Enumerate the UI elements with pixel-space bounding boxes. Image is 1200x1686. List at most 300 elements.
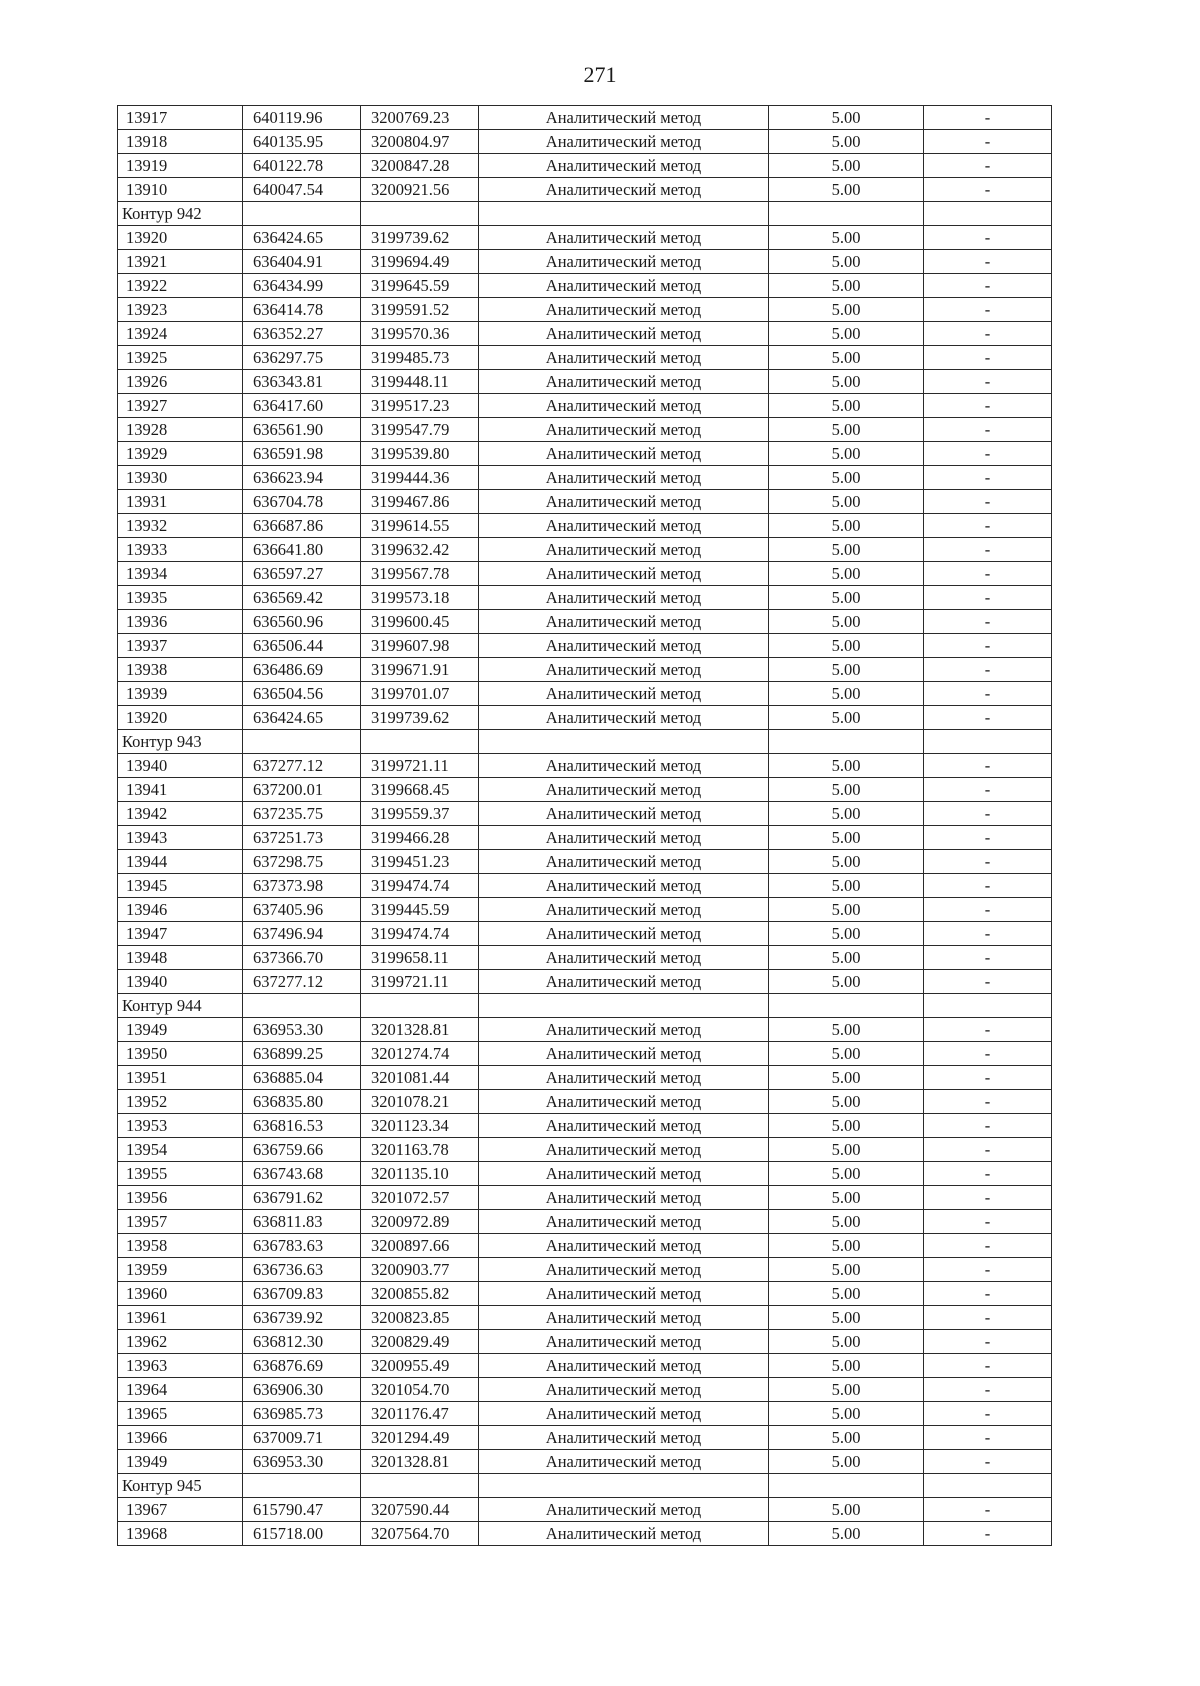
method-cell: Аналитический метод: [479, 898, 769, 922]
table-row: [118, 1186, 1052, 1210]
point-number-cell: 13910: [118, 178, 243, 202]
table-row: [118, 1018, 1052, 1042]
table-row: [118, 130, 1052, 154]
y-coordinate-cell: 3199573.18: [361, 586, 479, 610]
description-cell: -: [924, 1066, 1052, 1090]
y-coordinate-cell: 3199567.78: [361, 562, 479, 586]
accuracy-cell: 5.00: [769, 490, 924, 514]
y-coordinate-cell: 3200855.82: [361, 1282, 479, 1306]
x-coordinate-cell: 636811.83: [243, 1210, 361, 1234]
description-cell: -: [924, 178, 1052, 202]
point-number-cell: 13956: [118, 1186, 243, 1210]
description-cell: -: [924, 466, 1052, 490]
description-cell: -: [924, 562, 1052, 586]
accuracy-cell: 5.00: [769, 154, 924, 178]
y-coordinate-cell: 3200823.85: [361, 1306, 479, 1330]
x-coordinate-cell: 636885.04: [243, 1066, 361, 1090]
y-coordinate-cell: 3200921.56: [361, 178, 479, 202]
description-cell: -: [924, 154, 1052, 178]
y-coordinate-cell: 3199668.45: [361, 778, 479, 802]
method-cell: Аналитический метод: [479, 562, 769, 586]
point-number-cell: 13933: [118, 538, 243, 562]
description-cell: -: [924, 442, 1052, 466]
accuracy-cell: 5.00: [769, 562, 924, 586]
method-cell: Аналитический метод: [479, 418, 769, 442]
description-cell: -: [924, 1426, 1052, 1450]
contour-label: Контур 945: [118, 1474, 243, 1498]
point-number-cell: 13917: [118, 106, 243, 130]
table-row: [118, 1498, 1052, 1522]
x-coordinate-cell: 636424.65: [243, 226, 361, 250]
accuracy-cell: 5.00: [769, 538, 924, 562]
description-cell: -: [924, 1090, 1052, 1114]
empty-cell: [924, 1474, 1052, 1498]
y-coordinate-cell: 3200829.49: [361, 1330, 479, 1354]
description-cell: -: [924, 754, 1052, 778]
description-cell: -: [924, 1234, 1052, 1258]
x-coordinate-cell: 636953.30: [243, 1450, 361, 1474]
point-number-cell: 13935: [118, 586, 243, 610]
method-cell: Аналитический метод: [479, 1378, 769, 1402]
point-number-cell: 13937: [118, 634, 243, 658]
method-cell: Аналитический метод: [479, 1522, 769, 1546]
x-coordinate-cell: 636985.73: [243, 1402, 361, 1426]
y-coordinate-cell: 3200897.66: [361, 1234, 479, 1258]
empty-cell: [924, 994, 1052, 1018]
method-cell: Аналитический метод: [479, 514, 769, 538]
point-number-cell: 13920: [118, 706, 243, 730]
y-coordinate-cell: 3199466.28: [361, 826, 479, 850]
method-cell: Аналитический метод: [479, 1498, 769, 1522]
empty-cell: [361, 1474, 479, 1498]
table-row: [118, 1426, 1052, 1450]
y-coordinate-cell: 3199645.59: [361, 274, 479, 298]
empty-cell: [479, 1474, 769, 1498]
y-coordinate-cell: 3199694.49: [361, 250, 479, 274]
method-cell: Аналитический метод: [479, 442, 769, 466]
accuracy-cell: 5.00: [769, 1114, 924, 1138]
method-cell: Аналитический метод: [479, 778, 769, 802]
point-number-cell: 13930: [118, 466, 243, 490]
point-number-cell: 13928: [118, 418, 243, 442]
x-coordinate-cell: 637496.94: [243, 922, 361, 946]
x-coordinate-cell: 636434.99: [243, 274, 361, 298]
description-cell: -: [924, 1138, 1052, 1162]
table-row: [118, 874, 1052, 898]
point-number-cell: 13968: [118, 1522, 243, 1546]
x-coordinate-cell: 637277.12: [243, 970, 361, 994]
table-row: [118, 1210, 1052, 1234]
description-cell: -: [924, 970, 1052, 994]
y-coordinate-cell: 3201274.74: [361, 1042, 479, 1066]
description-cell: -: [924, 658, 1052, 682]
method-cell: Аналитический метод: [479, 298, 769, 322]
x-coordinate-cell: 637373.98: [243, 874, 361, 898]
table-row: [118, 1522, 1052, 1546]
empty-cell: [361, 730, 479, 754]
method-cell: Аналитический метод: [479, 370, 769, 394]
method-cell: Аналитический метод: [479, 490, 769, 514]
accuracy-cell: 5.00: [769, 946, 924, 970]
accuracy-cell: 5.00: [769, 322, 924, 346]
table-row: [118, 1138, 1052, 1162]
x-coordinate-cell: 636560.96: [243, 610, 361, 634]
method-cell: Аналитический метод: [479, 1330, 769, 1354]
description-cell: -: [924, 418, 1052, 442]
method-cell: Аналитический метод: [479, 874, 769, 898]
method-cell: Аналитический метод: [479, 634, 769, 658]
y-coordinate-cell: 3199570.36: [361, 322, 479, 346]
x-coordinate-cell: 615790.47: [243, 1498, 361, 1522]
description-cell: -: [924, 514, 1052, 538]
table-row: [118, 1306, 1052, 1330]
x-coordinate-cell: 637366.70: [243, 946, 361, 970]
y-coordinate-cell: 3200955.49: [361, 1354, 479, 1378]
method-cell: Аналитический метод: [479, 1402, 769, 1426]
description-cell: -: [924, 586, 1052, 610]
point-number-cell: 13946: [118, 898, 243, 922]
accuracy-cell: 5.00: [769, 1042, 924, 1066]
y-coordinate-cell: 3199632.42: [361, 538, 479, 562]
description-cell: -: [924, 922, 1052, 946]
point-number-cell: 13955: [118, 1162, 243, 1186]
method-cell: Аналитический метод: [479, 1042, 769, 1066]
point-number-cell: 13938: [118, 658, 243, 682]
method-cell: Аналитический метод: [479, 826, 769, 850]
description-cell: -: [924, 1186, 1052, 1210]
point-number-cell: 13947: [118, 922, 243, 946]
y-coordinate-cell: 3199600.45: [361, 610, 479, 634]
method-cell: Аналитический метод: [479, 250, 769, 274]
accuracy-cell: 5.00: [769, 106, 924, 130]
description-cell: -: [924, 130, 1052, 154]
x-coordinate-cell: 636736.63: [243, 1258, 361, 1282]
y-coordinate-cell: 3207590.44: [361, 1498, 479, 1522]
table-row: [118, 850, 1052, 874]
accuracy-cell: 5.00: [769, 874, 924, 898]
description-cell: -: [924, 898, 1052, 922]
y-coordinate-cell: 3201294.49: [361, 1426, 479, 1450]
point-number-cell: 13920: [118, 226, 243, 250]
description-cell: -: [924, 1522, 1052, 1546]
description-cell: -: [924, 706, 1052, 730]
table-row: [118, 178, 1052, 202]
x-coordinate-cell: 636812.30: [243, 1330, 361, 1354]
x-coordinate-cell: 636743.68: [243, 1162, 361, 1186]
table-row: [118, 538, 1052, 562]
y-coordinate-cell: 3199701.07: [361, 682, 479, 706]
x-coordinate-cell: 636876.69: [243, 1354, 361, 1378]
table-row: [118, 898, 1052, 922]
point-number-cell: 13918: [118, 130, 243, 154]
empty-cell: [769, 730, 924, 754]
description-cell: -: [924, 874, 1052, 898]
y-coordinate-cell: 3207564.70: [361, 1522, 479, 1546]
description-cell: -: [924, 802, 1052, 826]
method-cell: Аналитический метод: [479, 322, 769, 346]
contour-label: Контур 943: [118, 730, 243, 754]
x-coordinate-cell: 636297.75: [243, 346, 361, 370]
x-coordinate-cell: 636597.27: [243, 562, 361, 586]
method-cell: Аналитический метод: [479, 1018, 769, 1042]
x-coordinate-cell: 640047.54: [243, 178, 361, 202]
y-coordinate-cell: 3201054.70: [361, 1378, 479, 1402]
table-row: [118, 1258, 1052, 1282]
description-cell: -: [924, 250, 1052, 274]
description-cell: -: [924, 1402, 1052, 1426]
x-coordinate-cell: 636739.92: [243, 1306, 361, 1330]
table-row: [118, 610, 1052, 634]
y-coordinate-cell: 3199607.98: [361, 634, 479, 658]
empty-cell: [361, 202, 479, 226]
x-coordinate-cell: 636417.60: [243, 394, 361, 418]
x-coordinate-cell: 636816.53: [243, 1114, 361, 1138]
point-number-cell: 13922: [118, 274, 243, 298]
accuracy-cell: 5.00: [769, 634, 924, 658]
table-row: [118, 490, 1052, 514]
y-coordinate-cell: 3199671.91: [361, 658, 479, 682]
x-coordinate-cell: 637009.71: [243, 1426, 361, 1450]
point-number-cell: 13961: [118, 1306, 243, 1330]
point-number-cell: 13962: [118, 1330, 243, 1354]
accuracy-cell: 5.00: [769, 1330, 924, 1354]
description-cell: -: [924, 850, 1052, 874]
empty-cell: [243, 994, 361, 1018]
description-cell: -: [924, 538, 1052, 562]
empty-cell: [479, 202, 769, 226]
x-coordinate-cell: 636641.80: [243, 538, 361, 562]
method-cell: Аналитический метод: [479, 1282, 769, 1306]
accuracy-cell: 5.00: [769, 898, 924, 922]
table-row: [118, 658, 1052, 682]
method-cell: Аналитический метод: [479, 1210, 769, 1234]
method-cell: Аналитический метод: [479, 802, 769, 826]
x-coordinate-cell: 636591.98: [243, 442, 361, 466]
y-coordinate-cell: 3201328.81: [361, 1450, 479, 1474]
table-row: [118, 154, 1052, 178]
x-coordinate-cell: 636486.69: [243, 658, 361, 682]
point-number-cell: 13951: [118, 1066, 243, 1090]
description-cell: -: [924, 1450, 1052, 1474]
x-coordinate-cell: 636709.83: [243, 1282, 361, 1306]
method-cell: Аналитический метод: [479, 130, 769, 154]
x-coordinate-cell: 637200.01: [243, 778, 361, 802]
accuracy-cell: 5.00: [769, 1378, 924, 1402]
accuracy-cell: 5.00: [769, 1450, 924, 1474]
y-coordinate-cell: 3201081.44: [361, 1066, 479, 1090]
y-coordinate-cell: 3199448.11: [361, 370, 479, 394]
x-coordinate-cell: 640122.78: [243, 154, 361, 178]
y-coordinate-cell: 3201135.10: [361, 1162, 479, 1186]
point-number-cell: 13940: [118, 754, 243, 778]
method-cell: Аналитический метод: [479, 586, 769, 610]
method-cell: Аналитический метод: [479, 1186, 769, 1210]
point-number-cell: 13936: [118, 610, 243, 634]
accuracy-cell: 5.00: [769, 1018, 924, 1042]
table-row: [118, 1162, 1052, 1186]
accuracy-cell: 5.00: [769, 802, 924, 826]
x-coordinate-cell: 636687.86: [243, 514, 361, 538]
accuracy-cell: 5.00: [769, 250, 924, 274]
method-cell: Аналитический метод: [479, 970, 769, 994]
accuracy-cell: 5.00: [769, 1258, 924, 1282]
x-coordinate-cell: 637235.75: [243, 802, 361, 826]
empty-cell: [361, 994, 479, 1018]
contour-header-row: [118, 202, 1052, 226]
description-cell: -: [924, 1114, 1052, 1138]
description-cell: -: [924, 226, 1052, 250]
method-cell: Аналитический метод: [479, 538, 769, 562]
accuracy-cell: 5.00: [769, 1234, 924, 1258]
point-number-cell: 13957: [118, 1210, 243, 1234]
accuracy-cell: 5.00: [769, 706, 924, 730]
y-coordinate-cell: 3199721.11: [361, 970, 479, 994]
description-cell: -: [924, 1018, 1052, 1042]
empty-cell: [479, 730, 769, 754]
point-number-cell: 13952: [118, 1090, 243, 1114]
y-coordinate-cell: 3200847.28: [361, 154, 479, 178]
table-row: [118, 922, 1052, 946]
y-coordinate-cell: 3199474.74: [361, 922, 479, 946]
point-number-cell: 13963: [118, 1354, 243, 1378]
description-cell: -: [924, 826, 1052, 850]
y-coordinate-cell: 3199517.23: [361, 394, 479, 418]
accuracy-cell: 5.00: [769, 1162, 924, 1186]
table-row: [118, 970, 1052, 994]
point-number-cell: 13967: [118, 1498, 243, 1522]
point-number-cell: 13923: [118, 298, 243, 322]
accuracy-cell: 5.00: [769, 1066, 924, 1090]
accuracy-cell: 5.00: [769, 442, 924, 466]
x-coordinate-cell: 636414.78: [243, 298, 361, 322]
contour-header-row: [118, 1474, 1052, 1498]
point-number-cell: 13959: [118, 1258, 243, 1282]
point-number-cell: 13964: [118, 1378, 243, 1402]
empty-cell: [243, 202, 361, 226]
method-cell: Аналитический метод: [479, 226, 769, 250]
accuracy-cell: 5.00: [769, 226, 924, 250]
method-cell: Аналитический метод: [479, 346, 769, 370]
accuracy-cell: 5.00: [769, 826, 924, 850]
accuracy-cell: 5.00: [769, 514, 924, 538]
point-number-cell: 13949: [118, 1450, 243, 1474]
point-number-cell: 13958: [118, 1234, 243, 1258]
method-cell: Аналитический метод: [479, 154, 769, 178]
accuracy-cell: 5.00: [769, 922, 924, 946]
table-row: [118, 1282, 1052, 1306]
table-row: [118, 1402, 1052, 1426]
x-coordinate-cell: 636623.94: [243, 466, 361, 490]
y-coordinate-cell: 3201078.21: [361, 1090, 479, 1114]
y-coordinate-cell: 3199591.52: [361, 298, 479, 322]
y-coordinate-cell: 3200903.77: [361, 1258, 479, 1282]
description-cell: -: [924, 1498, 1052, 1522]
method-cell: Аналитический метод: [479, 466, 769, 490]
point-number-cell: 13950: [118, 1042, 243, 1066]
y-coordinate-cell: 3199444.36: [361, 466, 479, 490]
accuracy-cell: 5.00: [769, 1210, 924, 1234]
method-cell: Аналитический метод: [479, 178, 769, 202]
accuracy-cell: 5.00: [769, 1090, 924, 1114]
table-row: [118, 562, 1052, 586]
point-number-cell: 13941: [118, 778, 243, 802]
method-cell: Аналитический метод: [479, 1138, 769, 1162]
accuracy-cell: 5.00: [769, 346, 924, 370]
y-coordinate-cell: 3199539.80: [361, 442, 479, 466]
x-coordinate-cell: 636835.80: [243, 1090, 361, 1114]
accuracy-cell: 5.00: [769, 298, 924, 322]
method-cell: Аналитический метод: [479, 1114, 769, 1138]
x-coordinate-cell: 615718.00: [243, 1522, 361, 1546]
y-coordinate-cell: 3199467.86: [361, 490, 479, 514]
point-number-cell: 13965: [118, 1402, 243, 1426]
description-cell: -: [924, 1210, 1052, 1234]
y-coordinate-cell: 3200769.23: [361, 106, 479, 130]
table-row: [118, 1114, 1052, 1138]
x-coordinate-cell: 636424.65: [243, 706, 361, 730]
table-row: [118, 1234, 1052, 1258]
accuracy-cell: 5.00: [769, 1306, 924, 1330]
description-cell: -: [924, 298, 1052, 322]
table-row: [118, 826, 1052, 850]
x-coordinate-cell: 636899.25: [243, 1042, 361, 1066]
description-cell: -: [924, 346, 1052, 370]
accuracy-cell: 5.00: [769, 658, 924, 682]
description-cell: -: [924, 106, 1052, 130]
description-cell: -: [924, 322, 1052, 346]
point-number-cell: 13924: [118, 322, 243, 346]
y-coordinate-cell: 3199445.59: [361, 898, 479, 922]
y-coordinate-cell: 3199739.62: [361, 706, 479, 730]
point-number-cell: 13925: [118, 346, 243, 370]
contour-header-row: [118, 994, 1052, 1018]
x-coordinate-cell: 636504.56: [243, 682, 361, 706]
accuracy-cell: 5.00: [769, 778, 924, 802]
table-row: [118, 586, 1052, 610]
accuracy-cell: 5.00: [769, 1498, 924, 1522]
description-cell: -: [924, 946, 1052, 970]
point-number-cell: 13927: [118, 394, 243, 418]
table-row: [118, 634, 1052, 658]
table-row: [118, 106, 1052, 130]
point-number-cell: 13929: [118, 442, 243, 466]
table-row: [118, 250, 1052, 274]
x-coordinate-cell: 636404.91: [243, 250, 361, 274]
x-coordinate-cell: 637298.75: [243, 850, 361, 874]
description-cell: -: [924, 394, 1052, 418]
method-cell: Аналитический метод: [479, 658, 769, 682]
contour-label: Контур 944: [118, 994, 243, 1018]
method-cell: Аналитический метод: [479, 946, 769, 970]
accuracy-cell: 5.00: [769, 1138, 924, 1162]
method-cell: Аналитический метод: [479, 1258, 769, 1282]
table-row: [118, 418, 1052, 442]
y-coordinate-cell: 3199614.55: [361, 514, 479, 538]
table-row: [118, 802, 1052, 826]
y-coordinate-cell: 3199739.62: [361, 226, 479, 250]
point-number-cell: 13949: [118, 1018, 243, 1042]
empty-cell: [924, 202, 1052, 226]
table-row: [118, 682, 1052, 706]
table-row: [118, 754, 1052, 778]
method-cell: Аналитический метод: [479, 922, 769, 946]
y-coordinate-cell: 3201123.34: [361, 1114, 479, 1138]
y-coordinate-cell: 3199547.79: [361, 418, 479, 442]
point-number-cell: 13942: [118, 802, 243, 826]
y-coordinate-cell: 3201163.78: [361, 1138, 479, 1162]
accuracy-cell: 5.00: [769, 394, 924, 418]
empty-cell: [243, 1474, 361, 1498]
